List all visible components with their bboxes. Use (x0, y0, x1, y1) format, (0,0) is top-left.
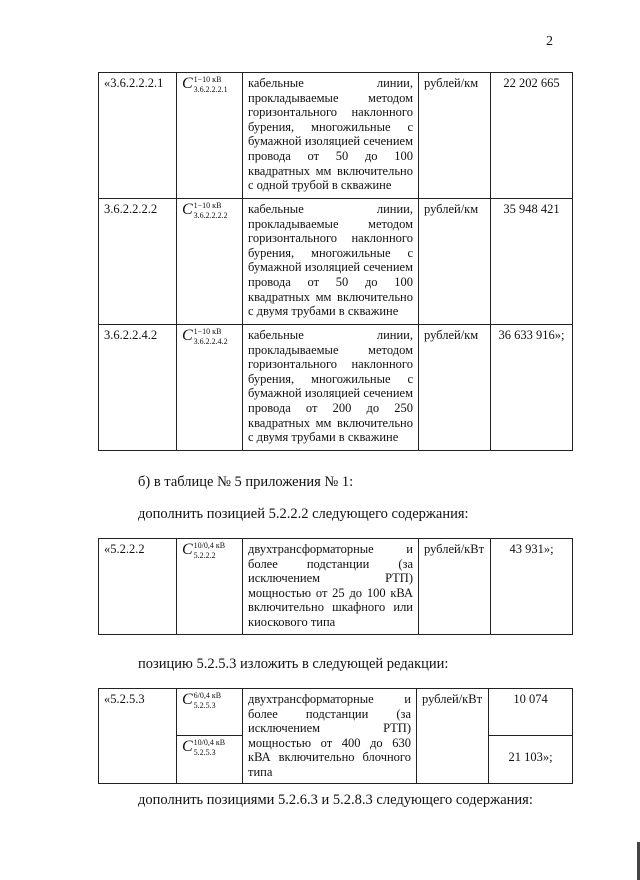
position-cell: 3.6.2.2.2.2 (99, 199, 177, 325)
code-subscript: 3.6.2.2.4.2 (193, 337, 228, 346)
code-superscript: 1−10 кВ (193, 201, 222, 210)
rates-table-5-2-5-3 (98, 688, 573, 784)
code-superscript: 10/0,4 кВ (193, 738, 226, 748)
paragraph-add-positions: дополнить позициями 5.2.6.3 и 5.2.8.3 следующего содержания: (138, 792, 533, 808)
code-cell (177, 199, 243, 325)
table-row (99, 73, 573, 199)
value-cell: 21 103»; (489, 736, 573, 783)
position-cell: 3.6.2.2.4.2 (99, 325, 177, 451)
code-subscript: 5.2.5.3 (193, 701, 216, 710)
description-cell: кабельные линии, прокладываемые методом горизонтального наклонного бурения, многожильные с бумажной изоляцией сечением провода от 200 до 250 квадратных мм включительно с двумя трубами в скважине (243, 325, 419, 451)
unit-cell: рублей/кВт (417, 689, 489, 784)
value-cell: 22 202 665 (491, 73, 573, 199)
value-cell: 43 931»; (491, 539, 573, 635)
code-cell (177, 736, 243, 783)
table-row (99, 689, 573, 736)
code-letter: C (182, 541, 193, 558)
paragraph-add-position: дополнить позицией 5.2.2.2 следующего содержания: (138, 506, 469, 522)
description-cell: кабельные линии, прокладываемые методом горизонтального наклонного бурения, многожильные с бумажной изоляцией сечением провода от 50 до 100 квадратных мм включительно с одной трубой в скважине (243, 73, 419, 199)
code-letter: C (182, 75, 193, 92)
paragraph-revise-position: позицию 5.2.5.3 изложить в следующей редакции: (138, 656, 449, 672)
position-cell: «5.2.5.3 (99, 689, 177, 784)
description-cell: двухтрансформаторные и более подстанции (за исключением РТП) мощностью от 400 до 630 кВА включительно блочного типа (243, 689, 417, 784)
code-superscript: 1−10 кВ (193, 75, 222, 84)
code-cell (177, 325, 243, 451)
code-subscript: 5.2.2.2 (193, 551, 216, 560)
table-row (99, 199, 573, 325)
code-subscript: 5.2.5.3 (193, 748, 216, 758)
unit-cell: рублей/кВт (419, 539, 491, 635)
code-cell (177, 689, 243, 736)
code-cell (177, 73, 243, 199)
code-subscript: 3.6.2.2.2.2 (193, 211, 228, 220)
unit-cell: рублей/км (419, 73, 491, 199)
code-letter: C (182, 201, 193, 218)
code-superscript: 10/0,4 кВ (193, 541, 226, 550)
code-subscript: 3.6.2.2.2.1 (193, 85, 228, 94)
position-cell: «3.6.2.2.2.1 (99, 73, 177, 199)
table-row (99, 325, 573, 451)
position-cell: «5.2.2.2 (99, 539, 177, 635)
unit-cell: рублей/км (419, 325, 491, 451)
code-letter: C (182, 691, 193, 708)
unit-cell: рублей/км (419, 199, 491, 325)
value-cell: 36 633 916»; (491, 325, 573, 451)
code-superscript: 6/0,4 кВ (193, 691, 222, 700)
rates-table-3-6 (98, 72, 573, 451)
code-cell (177, 539, 243, 635)
description-cell: кабельные линии, прокладываемые методом горизонтального наклонного бурения, многожильные с бумажной изоляцией сечением провода от 50 до 100 квадратных мм включительно с двумя трубами в скважине (243, 199, 419, 325)
description-cell: двухтрансформаторные и более подстанции (за исключением РТП) мощностью от 25 до 100 кВА включительно шкафного или киоскового типа (243, 539, 419, 635)
rates-table-5-2-2-2 (98, 538, 573, 635)
table-row (99, 539, 573, 635)
code-letter: C (182, 738, 193, 756)
code-letter: C (182, 327, 193, 344)
paragraph-b: б) в таблице № 5 приложения № 1: (138, 474, 354, 490)
page-number: 2 (546, 34, 553, 49)
code-superscript: 1−10 кВ (193, 327, 222, 336)
value-cell: 10 074 (489, 689, 573, 736)
value-cell: 35 948 421 (491, 199, 573, 325)
